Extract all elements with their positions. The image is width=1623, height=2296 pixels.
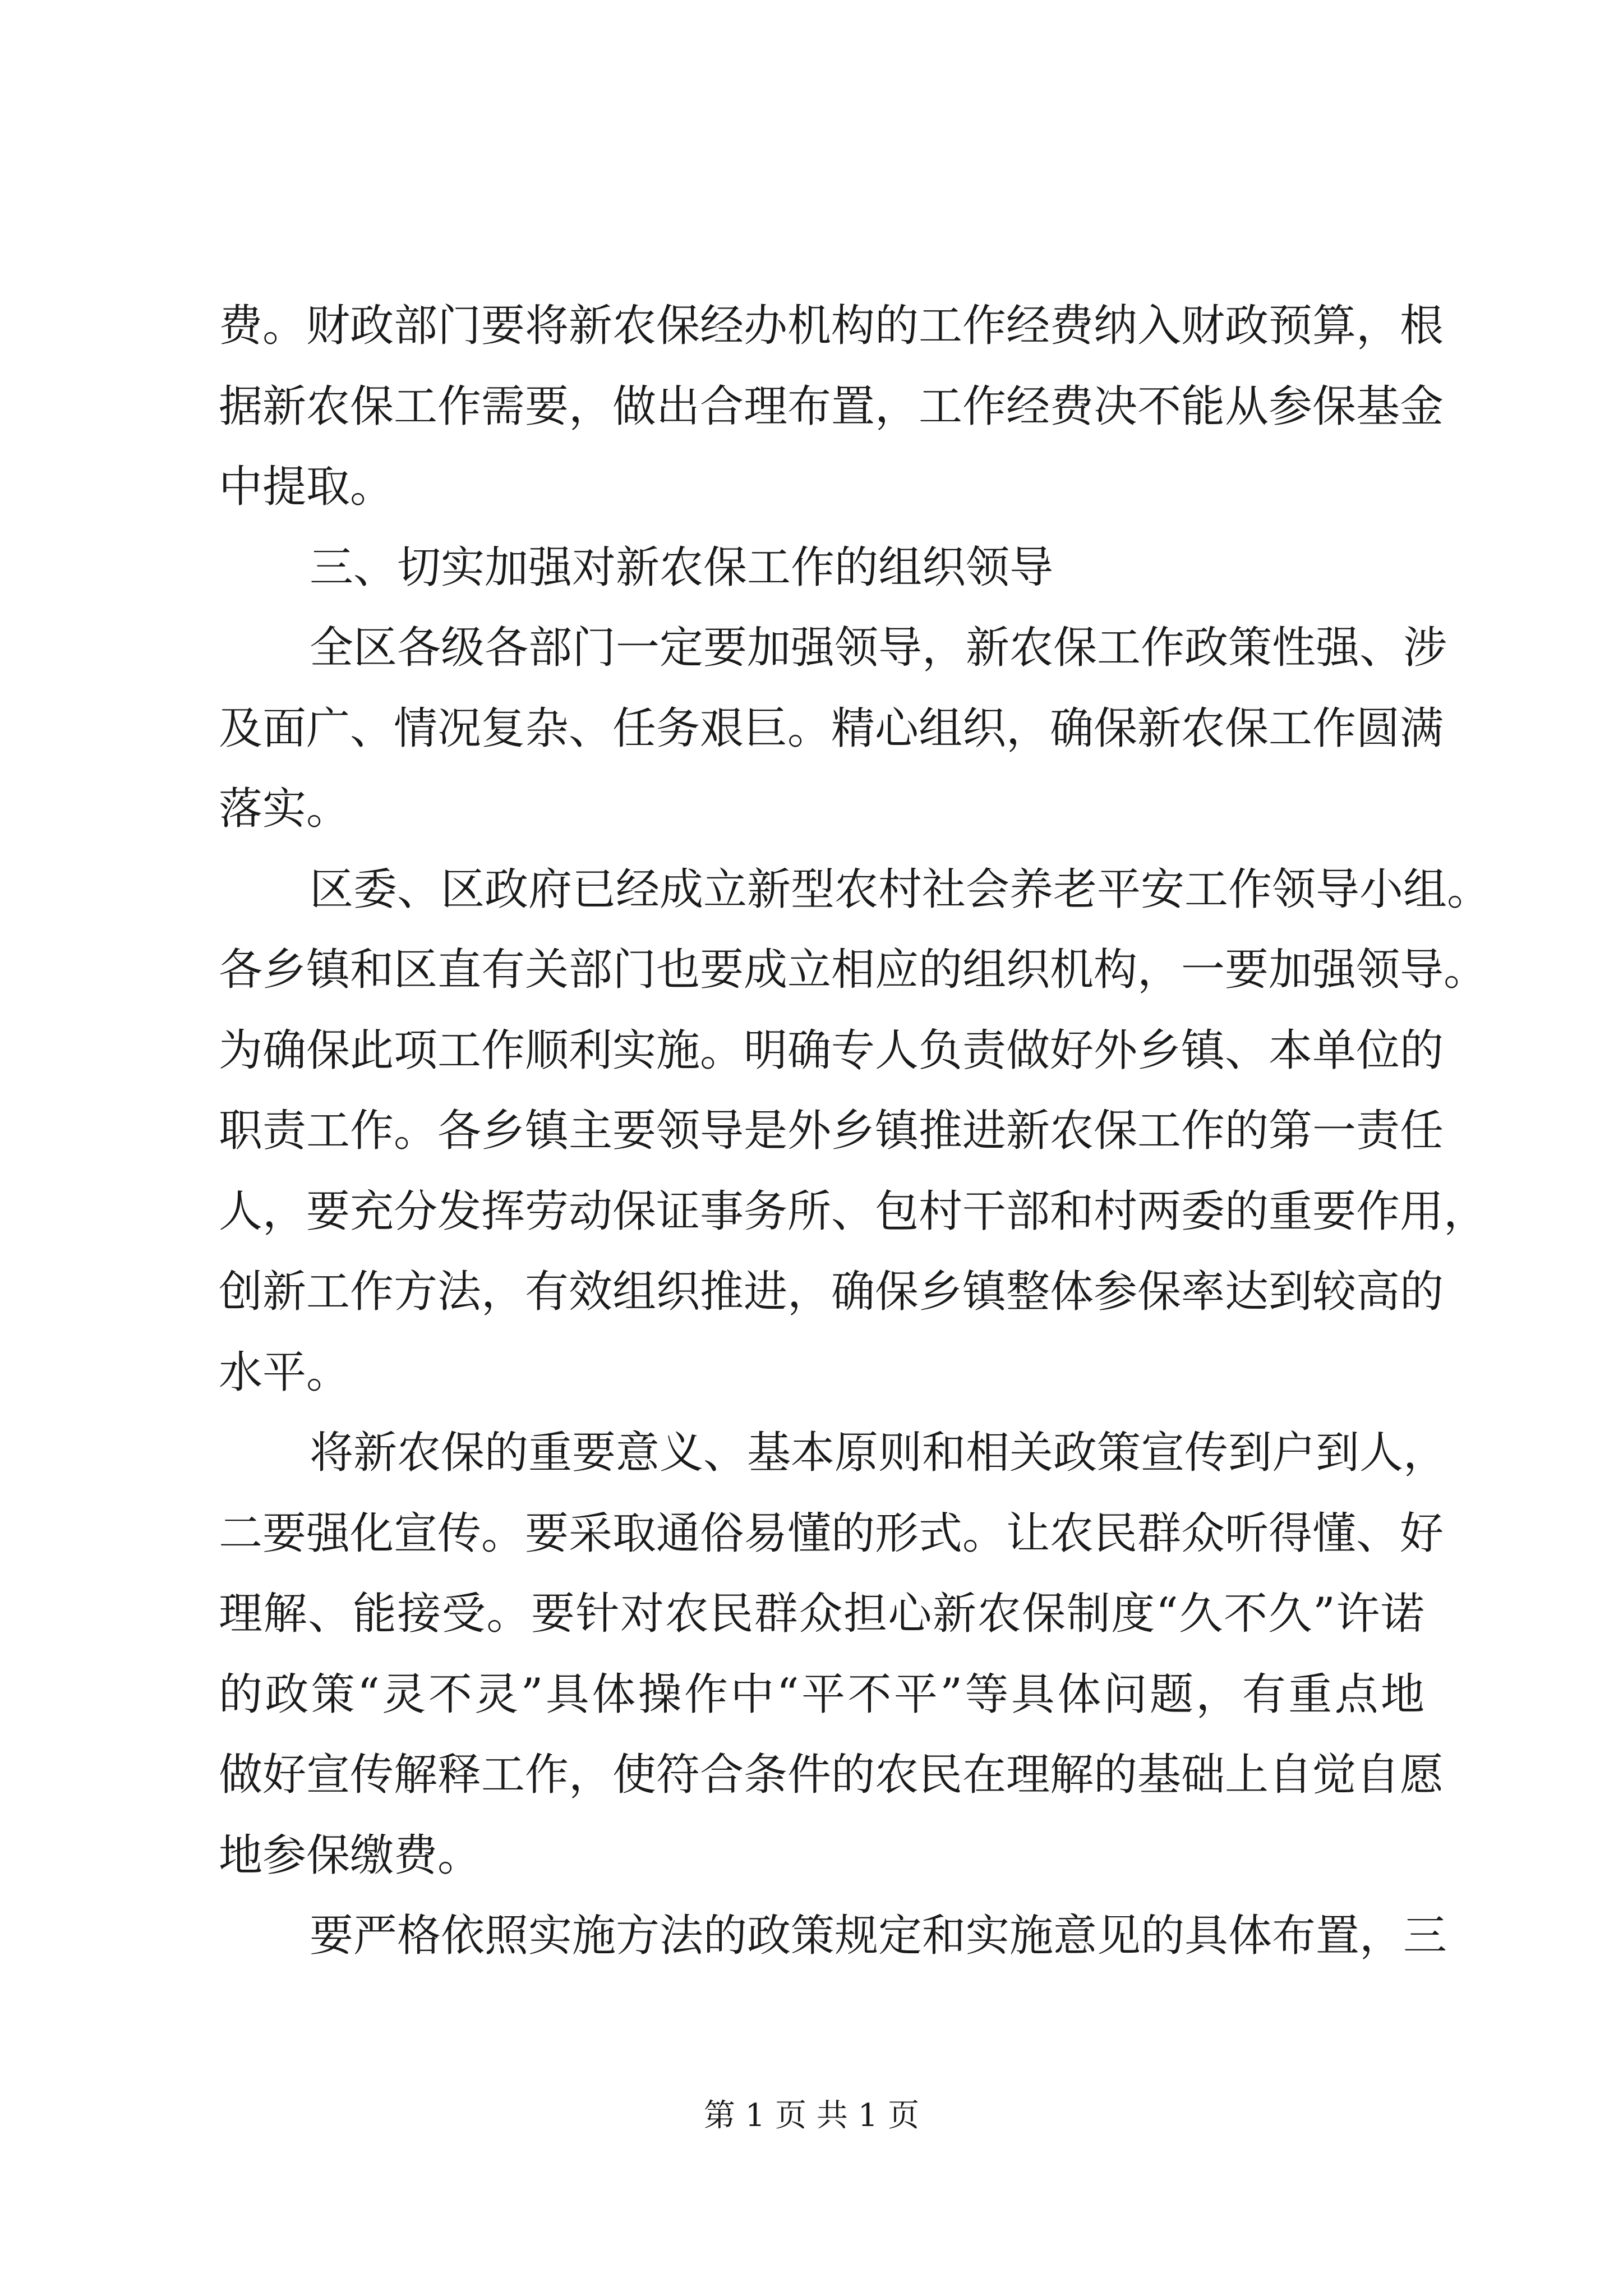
text-line: 水平。 xyxy=(219,1347,351,1398)
text-line: 人，要充分发挥劳动保证事务所、包村干部和村两委的重要作用， xyxy=(219,1186,1488,1237)
text-line: 全区各级各部门一定要加强领导，新农保工作政策性强、涉 xyxy=(310,623,1447,673)
text-line: 职责工作。各乡镇主要领导是外乡镇推进新农保工作的第一责任 xyxy=(219,1106,1444,1156)
page-footer: 第 1 页 共 1 页 xyxy=(703,2097,920,2134)
text-line: 将新农保的重要意义、基本原则和相关政策宣传到户到人， xyxy=(310,1428,1447,1478)
text-line: 区委、区政府已经成立新型农村社会养老平安工作领导小组。 xyxy=(310,864,1491,915)
text-line: 各乡镇和区直有关部门也要成立相应的组织机构，一要加强领导。 xyxy=(219,945,1488,995)
text-line: 要严格依照实施方法的政策规定和实施意见的具体布置，三 xyxy=(310,1911,1447,1961)
text-line: 费。财政部门要将新农保经办机构的工作经费纳入财政预算，根 xyxy=(219,301,1444,351)
text-line: 二要强化宣传。要采取通俗易懂的形式。让农民群众听得懂、好 xyxy=(219,1508,1444,1559)
text-line: 为确保此项工作顺利实施。明确专人负责做好外乡镇、本单位的 xyxy=(219,1025,1444,1076)
text-line: 做好宣传解释工作，使符合条件的农民在理解的基础上自觉自愿 xyxy=(219,1750,1444,1800)
text-line: 中提取。 xyxy=(219,462,394,512)
text-line: 三、切实加强对新农保工作的组织领导 xyxy=(310,542,1054,593)
text-line: 地参保缴费。 xyxy=(219,1830,482,1881)
text-line: 据新农保工作需要，做出合理布置，工作经费决不能从参保基金 xyxy=(219,381,1444,432)
text-line: 创新工作方法，有效组织推进，确保乡镇整体参保率达到较高的 xyxy=(219,1267,1444,1317)
text-line: 落实。 xyxy=(219,784,351,834)
document-body xyxy=(219,286,1491,1977)
text-line: 的政策“灵不灵”具体操作中“平不平”等具体问题，有重点地 xyxy=(219,1669,1424,1720)
text-line: 及面广、情况复杂、任务艰巨。精心组织，确保新农保工作圆满 xyxy=(219,703,1444,754)
text-line: 理解、能接受。要针对农民群众担心新农保制度“久不久”许诺 xyxy=(219,1589,1424,1639)
